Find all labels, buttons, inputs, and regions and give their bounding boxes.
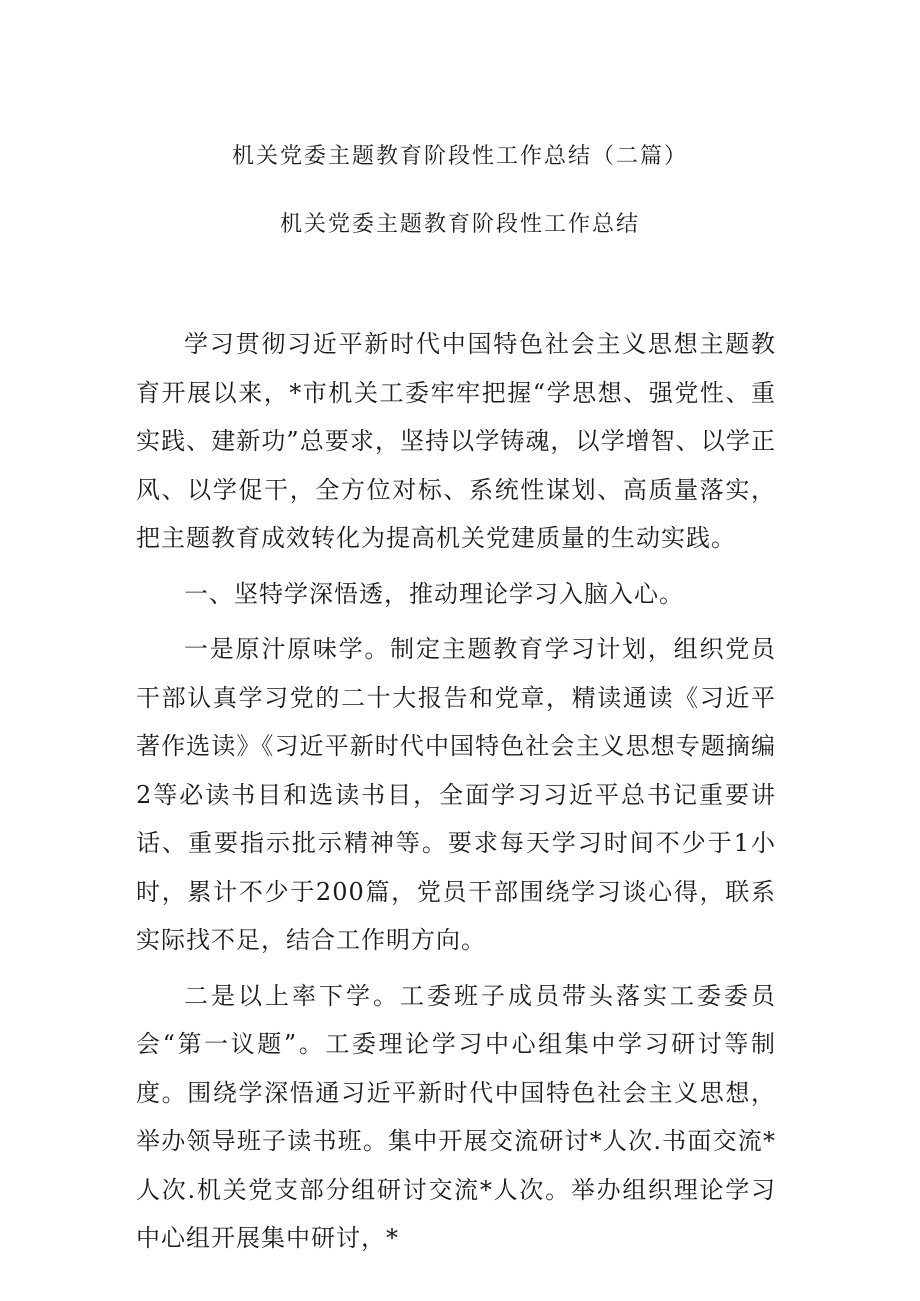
- document-subtitle: 机关党委主题教育阶段性工作总结: [279, 212, 640, 237]
- paragraph-intro: 学习贯彻习近平新时代中国特色社会主义思想主题教育开展以来，*市机关工委牢牢把握“学思想、强党性、重实践、建新功”总要求，坚持以学铸魂，以学增智、以学正风、以学促干，全方位对标、系统性谋划、高质量落实，把主题教育成效转化为提高机关党建质量的生动实践。: [136, 330, 776, 552]
- document-title: 机关党委主题教育阶段性工作总结（二篇）: [231, 144, 688, 169]
- section-heading-1: 一、坚特学深悟透，推动理论学习入脑入心。: [184, 579, 684, 608]
- document-body: [136, 320, 776, 1263]
- paragraph-lead-by-example: 二是以上率下学。工委班子成员带头落实工委委员会“第一议题”。工委理论学习中心组集中学习研讨等制度。围绕学深悟通习近平新时代中国特色社会主义思想，举办领导班子读书班。集中开展交流研讨*人次.书面交流*人次.机关党支部分组研讨交流*人次。举办组织理论学习中心组开展集中研讨，*: [136, 981, 776, 1252]
- paragraph-original-study: 一是原汁原味学。制定主题教育学习计划，组织党员干部认真学习党的二十大报告和党章，精读通读《习近平著作选读》《习近平新时代中国特色社会主义思想专题摘编2等必读书目和选读书目，全面学习习近平总书记重要讲话、重要指示批示精神等。要求每天学习时间不少于1小时，累计不少于200篇，党员干部围绕学习谈心得，联系实际找不足，结合工作明方向。: [136, 635, 776, 954]
